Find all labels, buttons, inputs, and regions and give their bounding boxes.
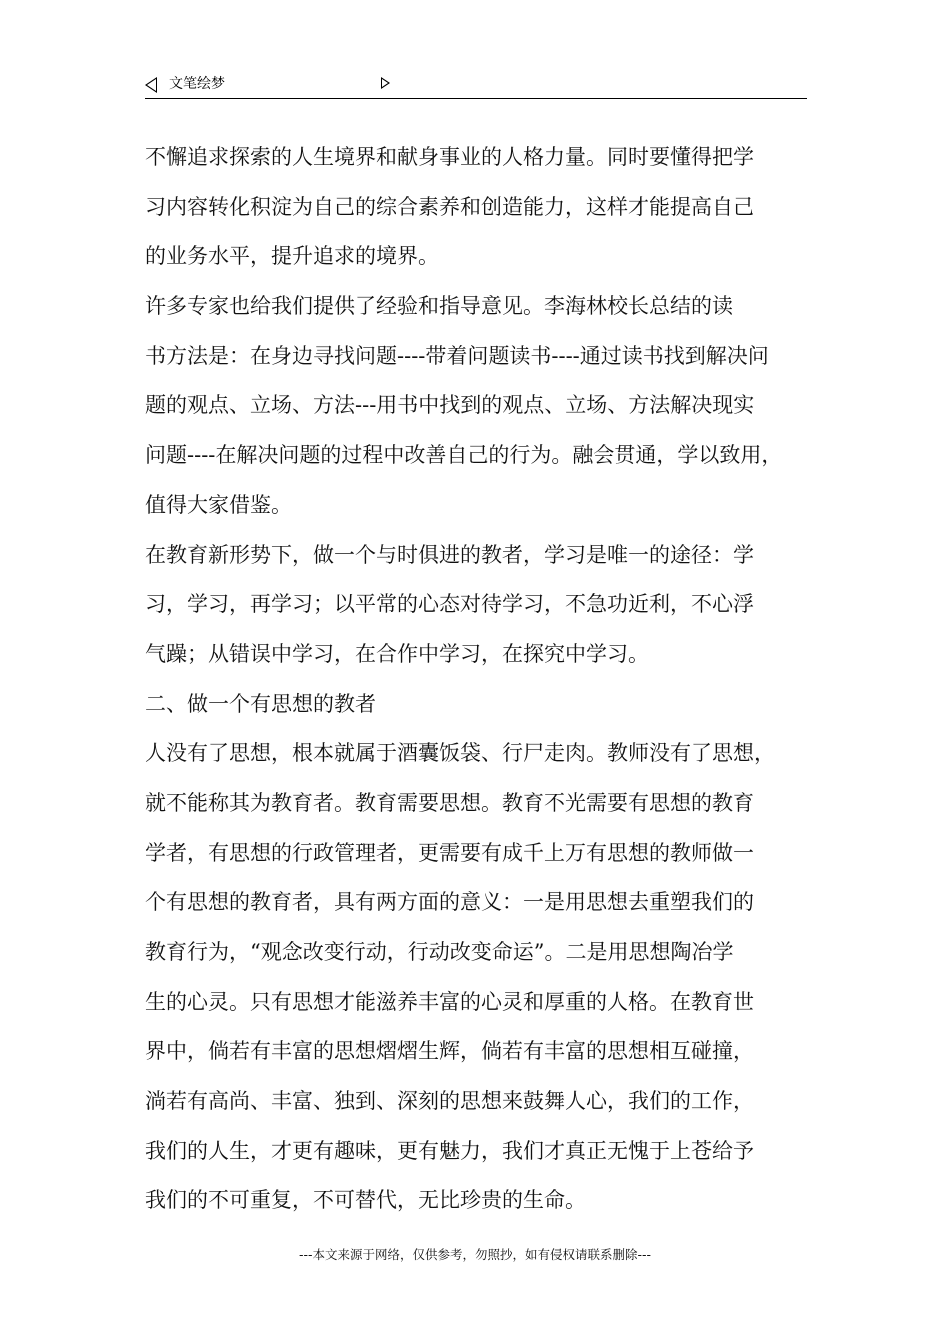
text-line: 问题----在解决问题的过程中改善自己的行为。融会贯通，学以致用， — [145, 443, 783, 468]
section-heading: 二、做一个有思想的教者 — [145, 691, 376, 716]
text-line: 在教育新形势下，做一个与时俱进的教者，学习是唯一的途径：学 — [145, 542, 754, 567]
text-line: 书方法是：在身边寻找问题----带着问题读书----通过读书找到解决问 — [145, 343, 769, 368]
text-line: 习内容转化积淀为自己的综合素养和创造能力，这样才能提高自己 — [145, 194, 754, 219]
text-line: 不懈追求探索的人生境界和献身事业的人格力量。同时要懂得把学 — [145, 145, 754, 169]
text-line: 我们的不可重复，不可替代，无比珍贵的生命。 — [145, 1188, 586, 1213]
header-title: 文笔绘梦 — [169, 76, 225, 92]
text-line: 我们的人生，才更有趣味，更有魅力，我们才真正无愧于上苍给予 — [145, 1138, 754, 1163]
footer-disclaimer: ---本文来源于网络，仅供参考，勿照抄，如有侵权请联系删除--- — [298, 1247, 652, 1262]
text-line: 值得大家借鉴。 — [145, 492, 292, 517]
text-line: 人没有了思想，根本就属于酒囊饭袋、行尸走肉。教师没有了思想， — [145, 741, 775, 766]
page-header — [145, 72, 807, 99]
right-triangle-icon — [381, 77, 390, 89]
text-line: 的业务水平，提升追求的境界。 — [145, 244, 439, 269]
text-line: 个有思想的教育者，具有两方面的意义：一是用思想去重塑我们的 — [145, 890, 754, 915]
document-body — [145, 133, 815, 1226]
text-line: 许多专家也给我们提供了经验和指导意见。李海林校长总结的读 — [145, 294, 733, 319]
text-line: 题的观点、立场、方法---用书中找到的观点、立场、方法解决现实 — [145, 393, 755, 418]
text-line: 习，学习，再学习；以平常的心态对待学习，不急功近利，不心浮 — [145, 592, 754, 617]
text-line: 界中，倘若有丰富的思想熠熠生辉，倘若有丰富的思想相互碰撞， — [145, 1039, 754, 1064]
text-line: 生的心灵。只有思想才能滋养丰富的心灵和厚重的人格。在教育世 — [145, 989, 754, 1014]
text-line: 学者，有思想的行政管理者，更需要有成千上万有思想的教师做一 — [145, 840, 754, 865]
text-line: 就不能称其为教育者。教育需要思想。教育不光需要有思想的教育 — [145, 790, 754, 815]
text-line: 淌若有高尚、丰富、独到、深刻的思想来鼓舞人心，我们的工作， — [145, 1089, 754, 1114]
text-line: 气躁；从错误中学习，在合作中学习，在探究中学习。 — [145, 641, 649, 666]
text-line: 教育行为，“观念改变行动，行动改变命运”。二是用思想陶冶学 — [145, 940, 734, 964]
left-triangle-icon — [145, 77, 157, 93]
